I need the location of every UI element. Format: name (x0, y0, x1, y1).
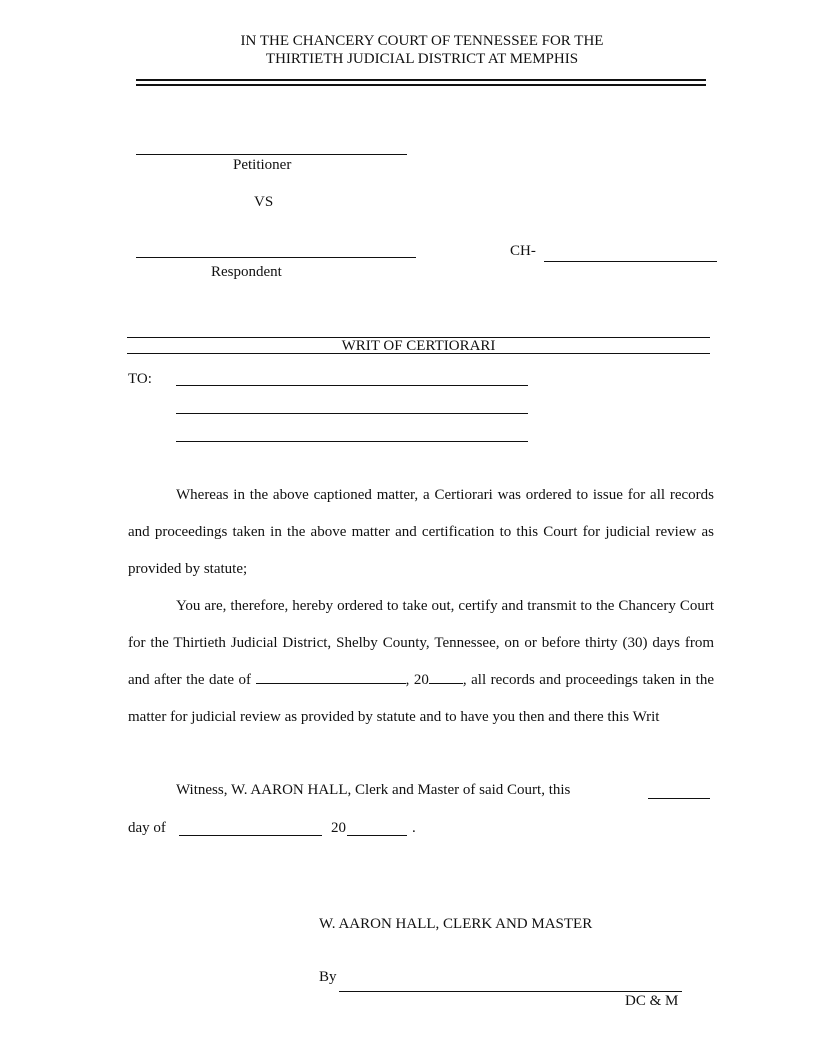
paragraph-whereas: Whereas in the above captioned matter, a Certiorari was ordered to issue for all records and proceedings taken in the above matter and certification to this Court for judicial review as provided by statute; (128, 487, 714, 577)
court-header-line1: IN THE CHANCERY COURT OF TENNESSEE FOR THE (240, 33, 604, 49)
clerk-name: W. AARON HALL, CLERK AND MASTER (319, 916, 593, 932)
day-of-label: day of (128, 820, 166, 836)
court-header-line2: THIRTIETH JUDICIAL DISTRICT AT MEMPHIS (265, 51, 579, 67)
respondent-label: Respondent (211, 264, 282, 280)
witness-year-prefix: 20 (331, 820, 346, 836)
writ-title: WRIT OF CERTIORARI (341, 338, 496, 354)
month-blank[interactable] (179, 835, 322, 836)
paragraph-ordered-text: You are, therefore, hereby ordered to take out, certify and transmit to the Chancery Court for the Thirtieth Judicial District, Shelby County, Tennessee, on or before thirty (30) days from and after the date of (128, 598, 714, 688)
respondent-line[interactable] (136, 257, 416, 258)
paragraph-ordered-text-2: all records and proceedings taken in the matter for judicial review as provided by statute and to have you then and there this Writ (128, 672, 715, 725)
petitioner-line[interactable] (136, 154, 407, 155)
witness-text: Witness, W. AARON HALL, Clerk and Master of said Court, this (176, 782, 571, 798)
witness-day-blank[interactable] (648, 798, 710, 799)
to-address-line-1[interactable] (176, 385, 528, 386)
to-address-line-2[interactable] (176, 413, 528, 414)
dcm-label: DC & M (625, 993, 679, 1009)
order-year-blank[interactable] (429, 669, 463, 684)
header-rule-bottom (136, 84, 706, 86)
by-label: By (319, 969, 337, 985)
case-number-prefix: CH- (510, 243, 536, 259)
header-rule-top (136, 79, 706, 81)
case-number-line[interactable] (544, 261, 717, 262)
to-address-line-3[interactable] (176, 441, 528, 442)
order-date-blank[interactable] (256, 669, 406, 684)
witness-year-blank[interactable] (347, 835, 407, 836)
petitioner-label: Petitioner (233, 157, 292, 173)
title-rule-bottom (127, 353, 710, 354)
paragraph-ordered: You are, therefore, hereby ordered to take out, certify and transmit to the Chancery Court for the Thirtieth Judicial District, Shelby County, Tennessee, on or before thirty (30) days from and after the date of , 20 , all records and proceedings taken in the matter for judicial review as provided by statute and to have you then and there this Writ (128, 598, 715, 725)
period: . (412, 820, 416, 836)
vs-label: VS (254, 194, 274, 210)
signature-line[interactable] (339, 991, 682, 992)
to-label: TO: (128, 371, 152, 387)
order-year-prefix: 20 (413, 672, 429, 688)
